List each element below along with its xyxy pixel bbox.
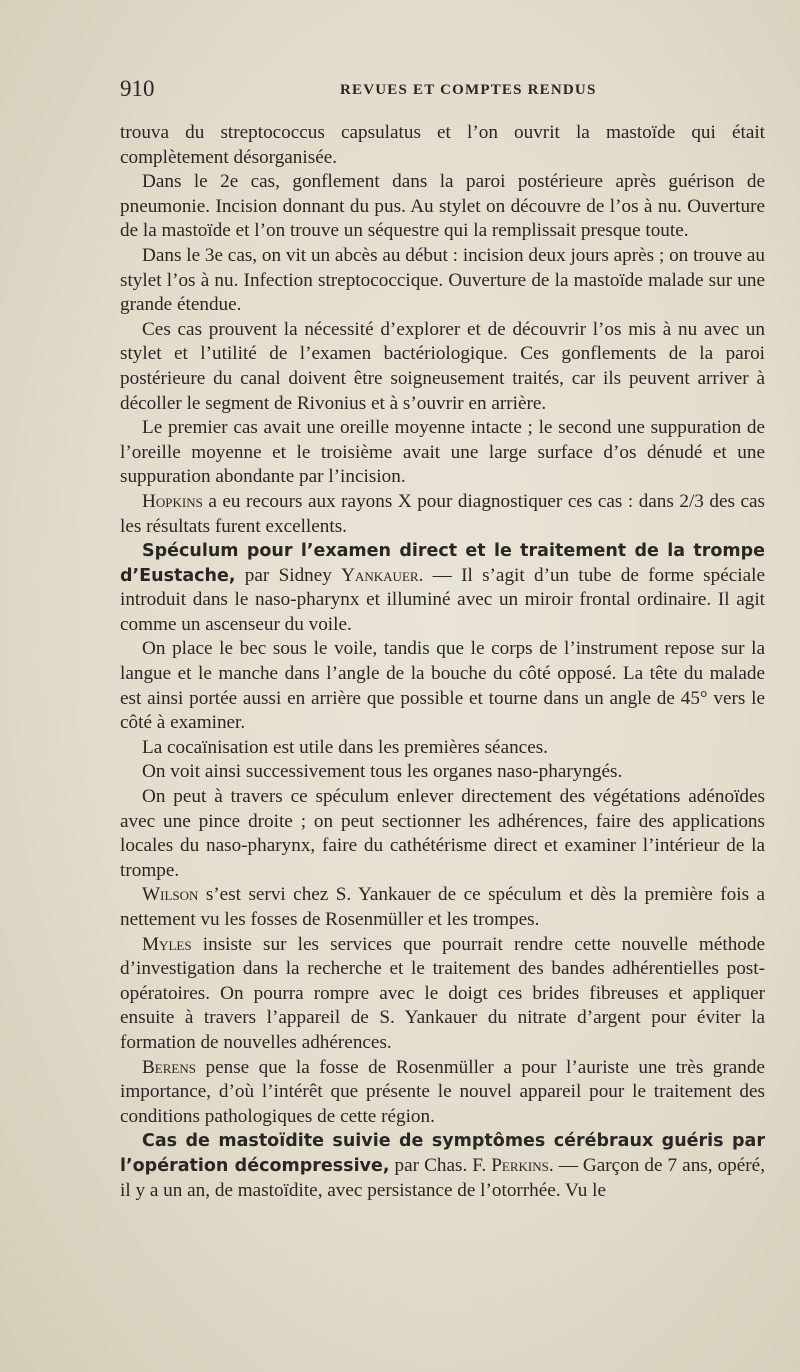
paragraph: trouva du streptococcus capsulatus et l’on ouvrit la mastoïde qui était complètement désorganisée. <box>120 122 765 168</box>
byline: par Sidney <box>235 564 342 586</box>
paragraph: On place le bec sous le voile, tandis que le corps de l’instrument repose sur la langue et le manche dans l’angle de la bouche du côté opposé. La tête du malade est ainsi portée aussi en arrière que possible et tourne dans un angle de 45° vers le côté à examiner. <box>120 638 765 734</box>
article-title: Cas de mastoïdite suivie de symptômes cérébraux guéris par l’opération décompressive, <box>120 1131 765 1176</box>
paragraph: Ces cas prouvent la nécessité d’explorer et de découvrir l’os mis à nu avec un stylet et l’utilité de l’examen bactériologique. Ces gonflements de la paroi postérieure du canal doivent être soigneusement traités, car ils peuvent arriver à décoller le segment de Rivonius et à s’ouvrir en arrière. <box>120 318 765 414</box>
paragraph: Dans le 2e cas, gonflement dans la paroi postérieure après guérison de pneumonie. Incision donnant du pus. Au stylet on découvre de l’os à nu. Ouverture de la mastoïde et l’on trouve un séquestre qui la remplissait presque toute. <box>120 171 765 242</box>
author-name: Hopkins <box>142 490 203 512</box>
paragraph-text: s’est servi chez S. Yankauer de ce spéculum et dès la première fois a nettement vu les fosses de Rosenmüller et les trompes. <box>120 884 765 930</box>
paragraph-text: . — Il s’agit d’un tube de forme spéciale introduit dans le naso-pharynx et illuminé avec un miroir frontal ordinaire. Il agit comme un ascenseur du voile. <box>120 564 765 635</box>
paragraph-text: a eu recours aux rayons X pour diagnostiquer ces cas : dans 2/3 des cas les résultats furent excellents. <box>120 490 765 537</box>
author-name: Perkins <box>491 1154 549 1176</box>
paragraph <box>120 883 765 932</box>
article-entry <box>120 1129 765 1203</box>
running-head: REVUES ET COMPTES RENDUS <box>340 82 597 98</box>
page-number: 910 <box>120 76 155 101</box>
author-name: Myles <box>142 933 192 955</box>
paragraph: La cocaïnisation est utile dans les premières séances. <box>142 736 548 758</box>
paragraph <box>120 1056 765 1130</box>
article-entry <box>120 539 765 637</box>
paragraph: Dans le 3e cas, on vit un abcès au début : incision deux jours après ; on trouve au stylet l’os à nu. Infection streptococcique. Ouverture de la mastoïde malade sur une grande étendue. <box>120 244 765 316</box>
author-name: Yankauer <box>341 564 419 586</box>
byline: par Chas. F. <box>389 1154 492 1176</box>
paragraph: On voit ainsi successivement tous les organes naso-pharyngés. <box>142 761 623 783</box>
author-name: Berens <box>142 1056 196 1078</box>
paragraph: Le premier cas avait une oreille moyenne intacte ; le second une suppuration de l’oreille moyenne et le troisième avait une large surface d’os dénudé et une suppuration abondante par l’incision. <box>120 417 765 488</box>
article-title: Spéculum pour l’examen direct et le traitement de la trompe d’Eustache, <box>120 541 765 586</box>
paragraph-text: insiste sur les services que pourrait rendre cette nouvelle méthode d’investigation dans la recherche et le traitement des bandes adhérentielles post-opératoires. On pourra rompre avec le doigt ces brides fibreuses et appliquer ensuite à travers l’appareil de S. Yankauer du nitrate d’argent pour éviter la formation de nouvelles adhérences. <box>120 933 765 1053</box>
paragraph <box>120 490 765 539</box>
page-header <box>120 76 765 106</box>
paragraph: On peut à travers ce spéculum enlever directement des végétations adénoïdes avec une pince droite ; on peut sectionner les adhérences, faire des applications locales du naso-pharynx, faire du cathétérisme direct et examiner l’intérieur de la trompe. <box>120 786 765 881</box>
paragraph <box>120 933 765 1056</box>
paragraph-text: pense que la fosse de Rosenmüller a pour l’auriste une très grande importance, d’où l’intérêt que présente le nouvel appareil pour le traitement des conditions pathologiques de cette région. <box>120 1056 765 1127</box>
body-text <box>120 121 765 1203</box>
paragraph-text: . — Garçon de 7 ans, opéré, il y a un an, de mastoïdite, avec persistance de l’otorrhée. Vu le <box>120 1154 765 1201</box>
author-name: Wilson <box>142 884 199 906</box>
